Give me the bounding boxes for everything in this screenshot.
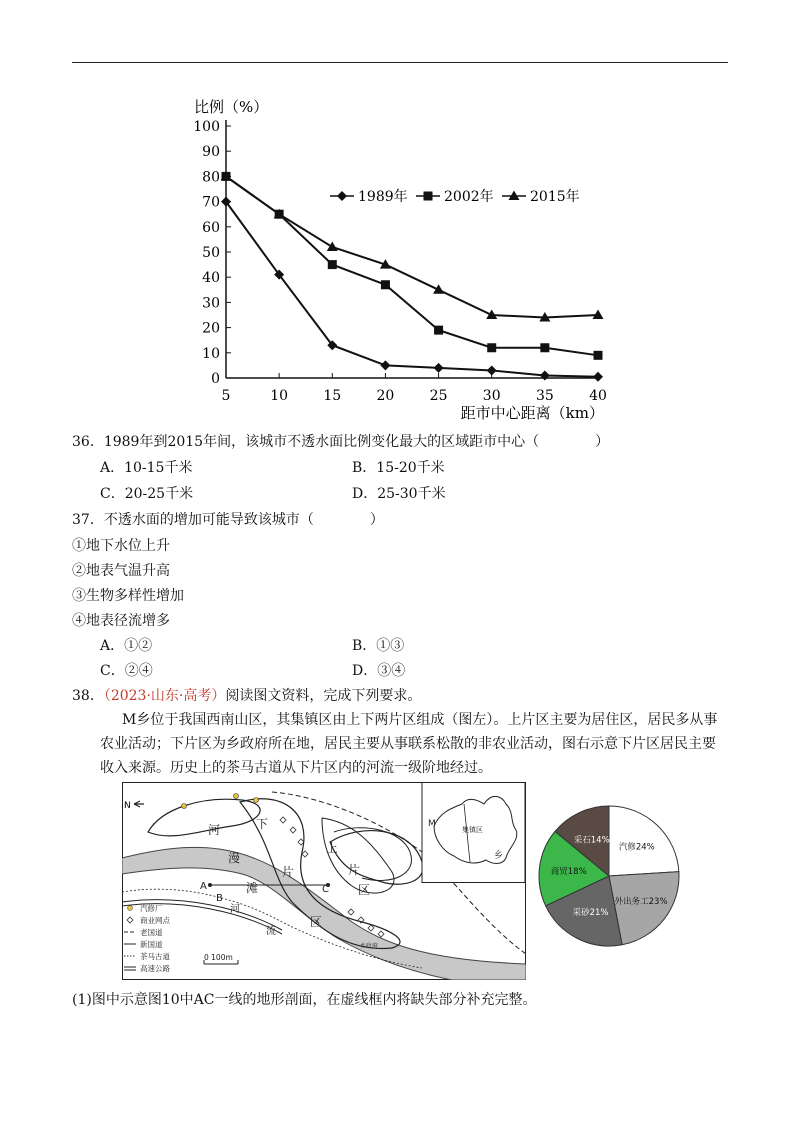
inset-town: 集镇区 — [462, 826, 483, 834]
line-chart — [180, 92, 620, 422]
x-tick-label: 5 — [221, 388, 231, 404]
y-tick-label: 90 — [202, 144, 220, 161]
q38-heading — [72, 686, 421, 706]
q38-number: 38． — [72, 688, 104, 704]
y-tick-label: 30 — [202, 295, 220, 312]
x-tick-label: 20 — [376, 388, 395, 404]
q37-stem: 37．不透水面的增加可能导致该城市（ ） — [72, 512, 384, 528]
x-tick-label: 35 — [535, 388, 554, 404]
pie-label: 商贸18% — [550, 866, 587, 877]
x-axis-label: 距市中心距离（km） — [460, 404, 604, 422]
scale-bar: 0 100m — [204, 953, 233, 962]
inset-xiang: 乡 — [494, 851, 504, 861]
q37-item-4: ④地表径流增多 — [72, 613, 170, 629]
q37-item-3: ③生物多样性增加 — [72, 588, 184, 604]
q36-option-a[interactable]: A．10-15千米 — [100, 460, 193, 476]
data-point — [434, 363, 444, 373]
y-axis-label: 比例（%） — [194, 98, 269, 116]
legend-marker — [424, 192, 433, 201]
gov-label: 乡政府 — [360, 943, 379, 950]
legend-commerce: 商业网点 — [140, 916, 170, 925]
x-tick-label: 25 — [429, 388, 448, 404]
q37-option-c[interactable]: C．②④ — [100, 663, 153, 679]
pie-label: 采石14% — [573, 835, 610, 846]
legend-label: 1989年 — [358, 189, 408, 205]
data-point — [327, 241, 338, 251]
y-tick-label: 70 — [202, 194, 220, 211]
y-tick-label: 60 — [202, 219, 220, 236]
map-label-qu1: 区 — [310, 915, 323, 929]
q36-option-d[interactable]: D．25-30千米 — [352, 486, 446, 502]
pie-label: 采砂21% — [572, 908, 609, 919]
legend-highway: 高速公路 — [140, 964, 170, 973]
legend-new-road: 新国道 — [140, 940, 163, 949]
legend-auto-repair: 汽修厂 — [140, 904, 163, 913]
legend-label: 2015年 — [530, 189, 580, 205]
legend-old-road: 老国道 — [140, 928, 163, 937]
q37-item-2: ②地表气温升高 — [72, 563, 170, 579]
data-point — [380, 360, 390, 370]
q38-intro: 阅读图文资料，完成下列要求。 — [225, 688, 422, 704]
map-label-pian2: 片 — [348, 863, 361, 877]
q36-option-c[interactable]: C．20-25千米 — [100, 486, 194, 502]
map-label-xia: 下 — [256, 817, 269, 831]
data-point — [328, 260, 337, 269]
q38-paragraph — [100, 708, 728, 780]
pie-label: 汽修24% — [618, 842, 655, 853]
income-pie-chart — [534, 798, 684, 954]
x-tick-label: 10 — [270, 388, 289, 404]
map-label-tan: 滩 — [246, 881, 259, 895]
map-label-he2: 河 — [230, 904, 240, 915]
data-point — [487, 365, 497, 375]
inset-m: M — [428, 819, 436, 829]
legend-tea-horse-road: 茶马古道 — [140, 952, 170, 961]
data-point — [540, 343, 549, 352]
x-tick-label: 40 — [589, 388, 607, 404]
q38-source: （2023·山东·高考） — [103, 688, 226, 704]
q37-option-b[interactable]: B．①③ — [352, 638, 405, 654]
y-tick-label: 100 — [193, 119, 220, 135]
q37-option-d[interactable]: D．③④ — [352, 663, 406, 679]
q38-sub1: (1)图中示意图10中AC一线的地形剖面，在虚线框内将缺失部分补充完整。 — [72, 992, 537, 1008]
y-tick-label: 10 — [202, 345, 220, 362]
map-label-shang: 上 — [326, 841, 339, 855]
data-point — [540, 370, 550, 380]
q37-option-a[interactable]: A．①② — [100, 638, 153, 654]
y-tick-label: 80 — [202, 169, 220, 186]
map-label-liu: 流 — [266, 926, 276, 937]
north-label: N — [124, 801, 131, 811]
q37-item-1: ①地下水位上升 — [72, 538, 170, 554]
data-point — [594, 351, 603, 360]
town-map — [122, 782, 526, 980]
q38-paragraph-text: M乡位于我国西南山区，其集镇区由上下两片区组成（图左）。上片区主要为居住区，居民多从事农业活动；下片区为乡政府所在地，居民主要从事联系松散的非农业活动，图右示意下片区居民主要收入来源。历史上的茶马古道从下片区内的河流一级阶地经过。 — [100, 712, 718, 776]
x-tick-label: 15 — [323, 388, 342, 404]
y-tick-label: 40 — [202, 270, 220, 287]
data-point — [487, 343, 496, 352]
point-c: C — [322, 884, 329, 895]
header-rule — [72, 62, 728, 63]
y-tick-label: 50 — [202, 245, 220, 261]
legend-marker — [337, 191, 347, 201]
pie-slice — [609, 806, 679, 876]
point-b: B — [216, 893, 223, 904]
data-point — [593, 372, 603, 382]
map-label-he: 河 — [208, 823, 221, 837]
y-tick-label: 20 — [202, 320, 220, 337]
legend-label: 2002年 — [444, 189, 494, 205]
data-point — [381, 280, 390, 289]
q36-stem: 36．1989年到2015年间，该城市不透水面比例变化最大的区域距市中心（ ） — [72, 434, 610, 450]
x-tick-label: 30 — [482, 388, 501, 404]
map-label-pian1: 片 — [282, 865, 295, 879]
q36-option-b[interactable]: B．15-20千米 — [352, 460, 445, 476]
map-label-qu2: 区 — [358, 883, 371, 897]
map-label-man: 漫 — [228, 851, 241, 865]
point-a: A — [200, 881, 207, 892]
pie-label: 外出务工23% — [614, 896, 668, 907]
data-point — [434, 326, 443, 335]
y-tick-label: 0 — [211, 371, 220, 387]
